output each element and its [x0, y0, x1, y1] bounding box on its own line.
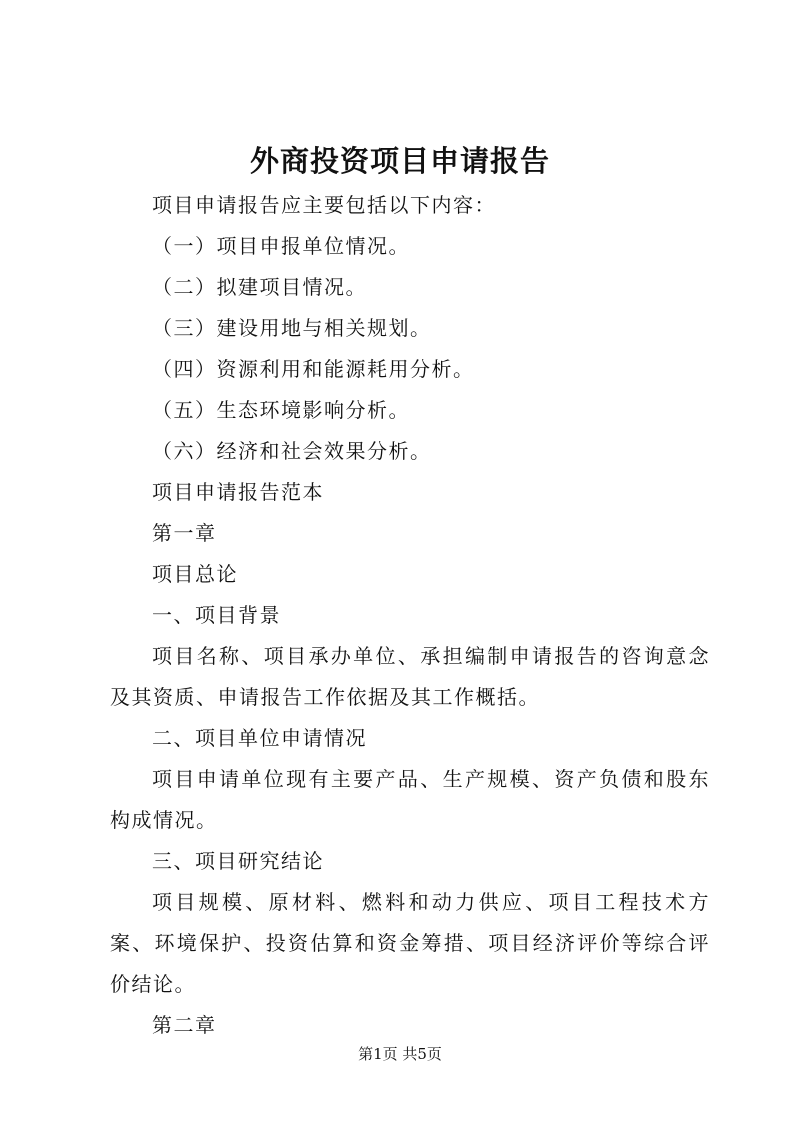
paragraph: 项目申请单位现有主要产品、生产规模、资产负债和股东构成情况。: [110, 767, 710, 832]
paragraph: （四）资源利用和能源耗用分析。: [152, 357, 475, 381]
paragraph: （一）项目申报单位情况。: [152, 234, 410, 258]
paragraph: （六）经济和社会效果分析。: [152, 439, 432, 463]
document-body: [110, 185, 710, 1046]
paragraph: （五）生态环境影响分析。: [152, 398, 410, 422]
paragraph: 项目总论: [152, 562, 238, 586]
paragraph: 项目申请报告范本: [152, 480, 324, 504]
page-footer: 第1页 共5页: [358, 1045, 442, 1063]
paragraph: 三、项目研究结论: [152, 849, 324, 873]
document-title: 外商投资项目申请报告: [249, 144, 550, 178]
paragraph: 一、项目背景: [152, 603, 281, 627]
paragraph: 项目申请报告应主要包括以下内容：: [152, 193, 496, 217]
paragraph: 第一章: [152, 521, 217, 545]
paragraph: 第二章: [152, 1013, 217, 1037]
paragraph: 二、项目单位申请情况: [152, 726, 367, 750]
paragraph: 项目规模、原材料、燃料和动力供应、项目工程技术方案、环境保护、投资估算和资金筹措、项目经济评价等综合评价结论。: [110, 890, 710, 996]
paragraph: 项目名称、项目承办单位、承担编制申请报告的咨询意念及其资质、申请报告工作依据及其工作概括。: [110, 644, 710, 709]
paragraph: （三）建设用地与相关规划。: [152, 316, 432, 340]
paragraph: （二）拟建项目情况。: [152, 275, 367, 299]
